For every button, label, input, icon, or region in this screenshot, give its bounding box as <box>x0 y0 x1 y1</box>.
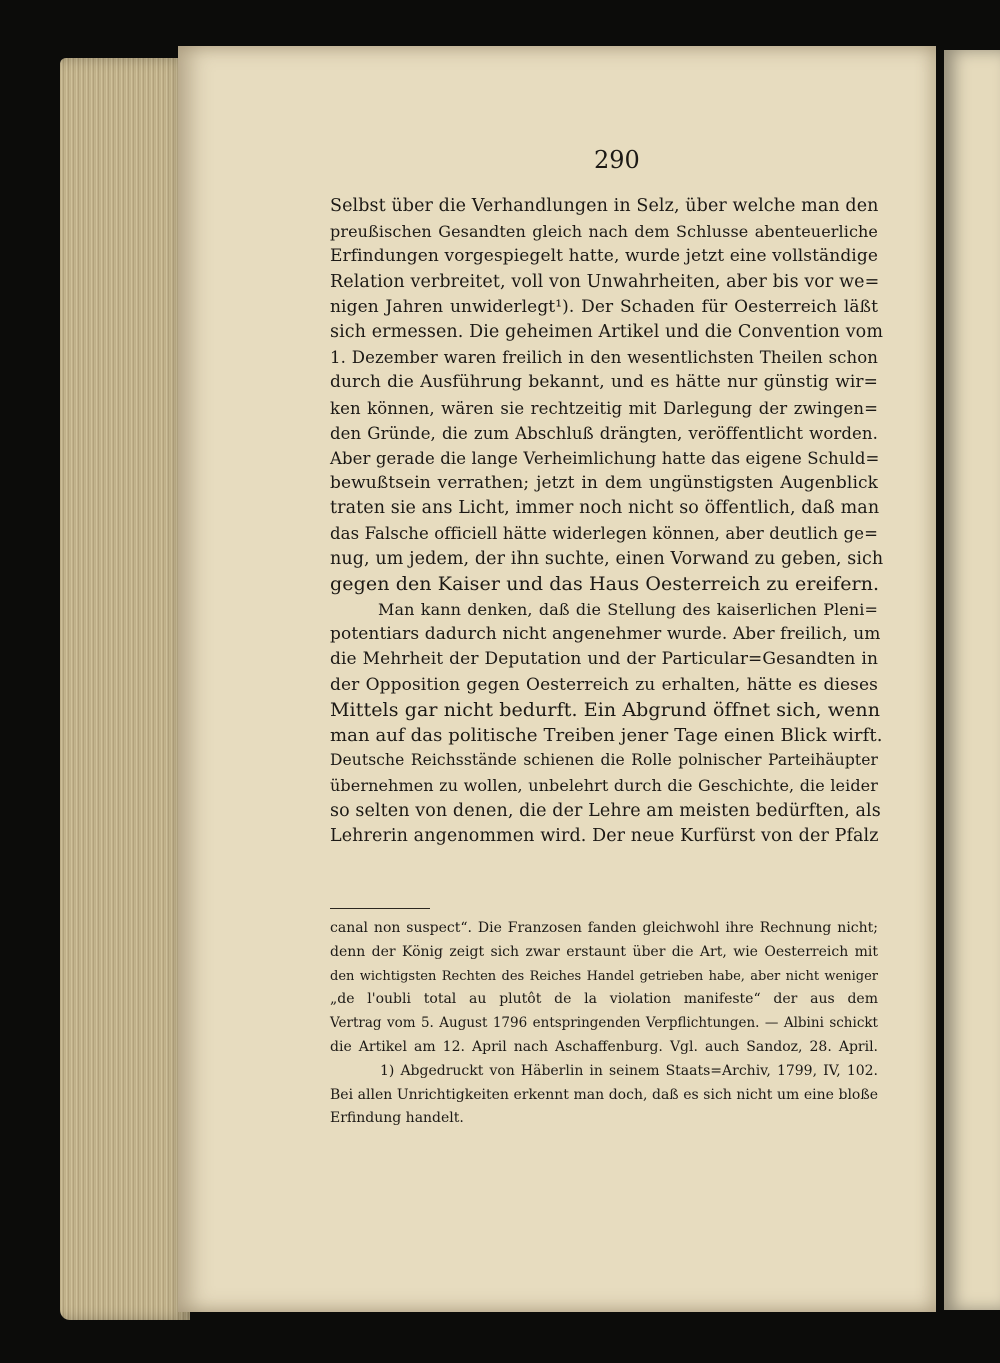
footnote-line: den wichtigsten Rechten des Reiches Handel getrieben habe, aber nicht weniger <box>330 968 878 984</box>
body-line: nug, um jedem, der ihn suchte, einen Vorwand zu geben, sich <box>330 548 884 569</box>
footnote-line: Bei allen Unrichtigkeiten erkennt man doch, daß es sich nicht um eine bloße <box>330 1086 878 1103</box>
body-line: bewußtsein verrathen; jetzt in dem ungünstigsten Augenblick <box>330 473 878 494</box>
body-line: das Falsche officiell hätte widerlegen können, aber deutlich ge= <box>330 524 878 544</box>
body-line: Lehrerin angenommen wird. Der neue Kurfürst von der Pfalz <box>330 825 879 846</box>
body-line: man auf das politische Treiben jener Tage einen Blick wirft. <box>330 724 883 746</box>
body-line: sich ermessen. Die geheimen Artikel und die Convention vom <box>330 321 884 342</box>
body-line: der Opposition gegen Oesterreich zu erhalten, hätte es dieses <box>330 674 878 695</box>
footnote-line: Vertrag vom 5. August 1796 entspringenden Verpflichtungen. — Albini schickt <box>330 1015 878 1032</box>
book-page-edges <box>60 58 190 1320</box>
body-line: Selbst über die Verhandlungen in Selz, über welche man den <box>330 196 879 216</box>
body-line: Relation verbreitet, voll von Unwahrheiten, aber bis vor we= <box>330 271 880 292</box>
body-line: traten sie ans Licht, immer noch nicht so öffentlich, daß man <box>330 498 880 519</box>
body-line: gegen den Kaiser und das Haus Oesterreich zu ereifern. <box>330 572 880 595</box>
body-line: preußischen Gesandten gleich nach dem Schlusse abenteuerliche <box>330 222 878 242</box>
body-line: 1. Dezember waren freilich in den wesentlichsten Theilen schon <box>330 348 878 368</box>
body-line: so selten von denen, die der Lehre am meisten bedürften, als <box>330 800 881 821</box>
body-line: Man kann denken, daß die Stellung des kaiserlichen Pleni= <box>378 600 878 619</box>
footnote-line: Erfindung handelt. <box>330 1110 464 1127</box>
body-line: Deutsche Reichsstände schienen die Rolle polnischer Parteihäupter <box>330 751 878 770</box>
body-line: nigen Jahren unwiderlegt¹). Der Schaden für Oesterreich läßt <box>330 296 878 317</box>
footnote-line: denn der König zeigt sich zwar erstaunt über die Art, wie Oesterreich mit <box>330 943 878 960</box>
footnote-line: canal non suspect“. Die Franzosen fanden gleichwohl ihre Rechnung nicht; <box>330 920 878 936</box>
footnote-divider <box>330 908 430 909</box>
facing-page-edge <box>944 50 1000 1310</box>
body-line: die Mehrheit der Deputation und der Particular=Gesandten in <box>330 649 878 670</box>
footnotes <box>330 917 878 1131</box>
body-line: übernehmen zu wollen, unbelehrt durch die Geschichte, die leider <box>330 776 878 796</box>
footnote-line: „de l'oubli total au plutôt de la violation manifeste“ der aus dem <box>330 991 878 1008</box>
footnote-line: 1) Abgedruckt von Häberlin in seinem Staats=Archiv, 1799, IV, 102. <box>380 1062 878 1079</box>
body-text <box>330 194 884 849</box>
footnote-line: die Artikel am 12. April nach Aschaffenburg. Vgl. auch Sandoz, 28. April. <box>330 1038 878 1055</box>
body-line: potentiars dadurch nicht angenehmer wurde. Aber freilich, um <box>330 624 881 645</box>
page-number: 290 <box>594 146 640 174</box>
body-line: Aber gerade die lange Verheimlichung hatte das eigene Schuld= <box>330 448 880 468</box>
body-line: ken können, wären sie rechtzeitig mit Darlegung der zwingen= <box>330 398 878 418</box>
body-line: Erfindungen vorgespiegelt hatte, wurde jetzt eine vollständige <box>330 246 878 267</box>
body-line: durch die Ausführung bekannt, und es hätte nur günstig wir= <box>330 372 878 393</box>
body-line: Mittels gar nicht bedurft. Ein Abgrund öffnet sich, wenn <box>330 698 881 721</box>
body-line: den Gründe, die zum Abschluß drängten, veröffentlicht worden. <box>330 423 878 443</box>
